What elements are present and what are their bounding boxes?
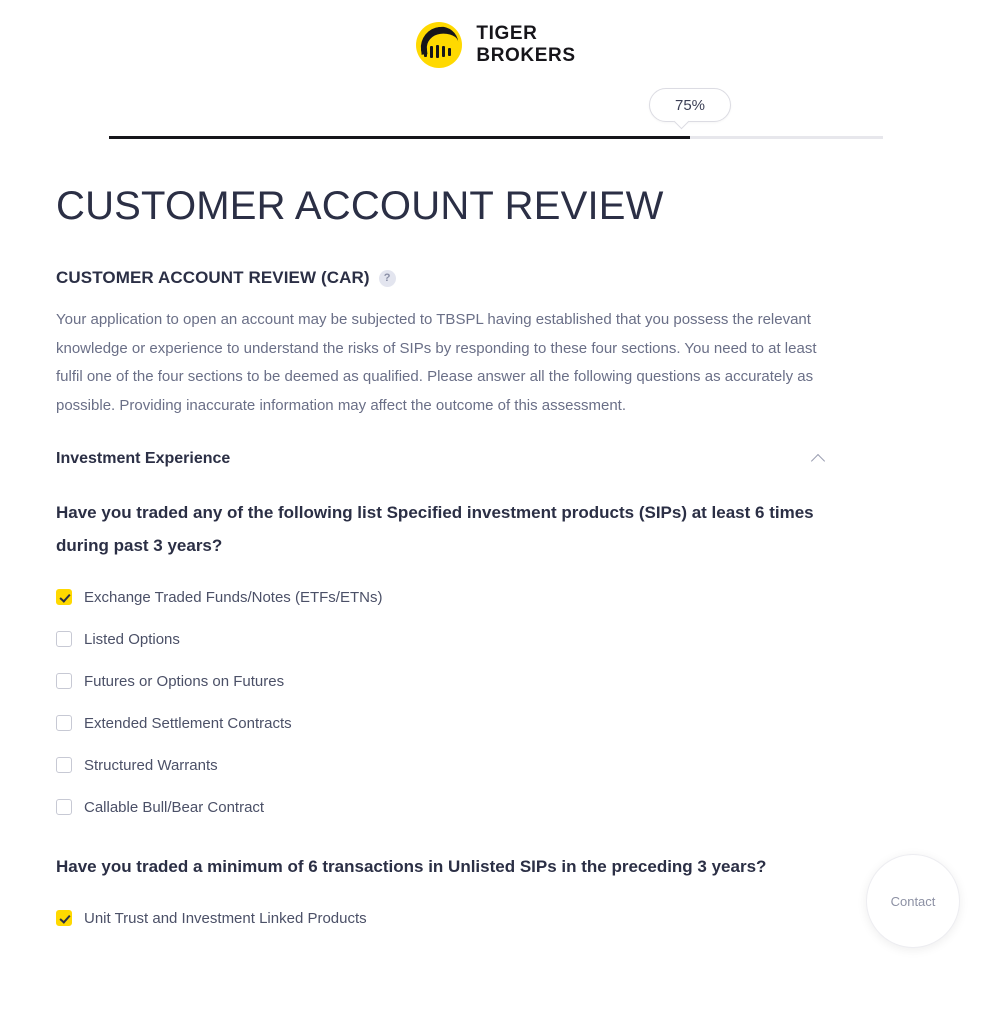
checkbox-label: Exchange Traded Funds/Notes (ETFs/ETNs) — [84, 588, 383, 606]
checkbox-unchecked-icon[interactable] — [56, 799, 72, 815]
accordion-investment-experience[interactable] — [56, 450, 826, 468]
progress-track — [109, 136, 883, 139]
checkbox-option[interactable] — [56, 897, 836, 939]
checkbox-option[interactable] — [56, 660, 836, 702]
brand-name-line2: BROKERS — [476, 45, 576, 66]
accordion-title: Investment Experience — [56, 450, 231, 467]
contact-widget-button[interactable]: Contact — [866, 854, 960, 948]
question-text: Have you traded a minimum of 6 transactions in Unlisted SIPs in the preceding 3 years? — [56, 857, 767, 876]
tiger-coin-icon — [416, 22, 462, 68]
section-header — [56, 268, 836, 288]
checkbox-label: Structured Warrants — [84, 756, 218, 774]
intro-paragraph: Your application to open an account may be subjected to TBSPL having established that you possess the relevant knowledge or experience to understand the risks of SIPs by responding to these four sections. You need to at least fulfil one of the four sections to be deemed as qualified. Please answer all the following questions as accurately as possible. Providing inaccurate information may affect the outcome of this assessment. — [56, 311, 817, 414]
checkbox-unchecked-icon[interactable] — [56, 673, 72, 689]
main-content — [56, 182, 836, 939]
brand-name — [476, 23, 575, 67]
checkbox-label: Listed Options — [84, 630, 180, 648]
checkbox-label: Unit Trust and Investment Linked Products — [84, 909, 367, 927]
brand-header — [0, 0, 992, 68]
checkbox-option[interactable] — [56, 618, 836, 660]
question-text: Have you traded any of the following list Specified investment products (SIPs) at least 6 times during past 3 years? — [56, 503, 814, 555]
questions-list — [56, 496, 836, 939]
progress-fill — [109, 136, 690, 139]
section-title: CUSTOMER ACCOUNT REVIEW (CAR) — [56, 268, 370, 287]
checkbox-option[interactable] — [56, 576, 836, 618]
checkbox-label: Extended Settlement Contracts — [84, 714, 292, 732]
chevron-up-icon[interactable] — [812, 452, 826, 466]
checkbox-label: Futures or Options on Futures — [84, 672, 285, 690]
checkbox-checked-icon[interactable] — [56, 589, 72, 605]
progress-percent-badge: 75% — [649, 88, 731, 122]
checkbox-checked-icon[interactable] — [56, 910, 72, 926]
checkbox-unchecked-icon[interactable] — [56, 715, 72, 731]
page-title: CUSTOMER ACCOUNT REVIEW — [56, 184, 664, 228]
checkbox-option[interactable] — [56, 744, 836, 786]
brand-name-line1: TIGER — [476, 23, 538, 44]
help-icon[interactable]: ? — [379, 270, 396, 287]
checkbox-unchecked-icon[interactable] — [56, 631, 72, 647]
checkbox-option[interactable] — [56, 702, 836, 744]
checkbox-unchecked-icon[interactable] — [56, 757, 72, 773]
checkbox-label: Callable Bull/Bear Contract — [84, 798, 265, 816]
checkbox-option[interactable] — [56, 786, 836, 828]
